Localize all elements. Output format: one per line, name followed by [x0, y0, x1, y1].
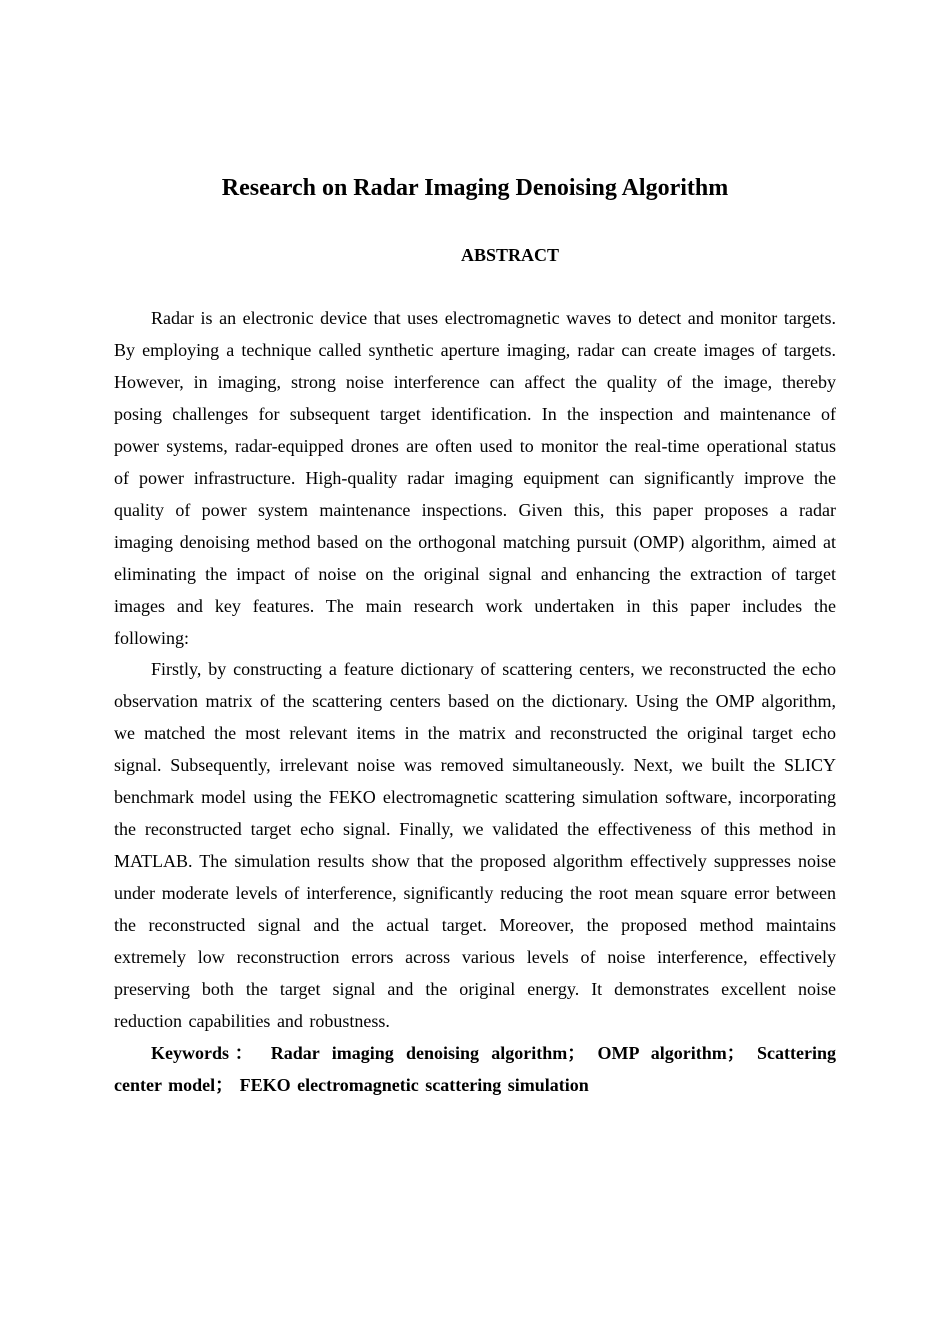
abstract-paragraph-2: Firstly, by constructing a feature dictionary of scattering centers, we reconstructed the echo observation matrix of the scattering centers based on the dictionary. Using the OMP algorithm, we matched the most relevant items in the matrix and reconstructed the original target echo signal. Subsequently, irrelevant noise was removed simultaneously. Next, we built the SLICY benchmark model using the FEKO electromagnetic scattering simulation software, incorporating the reconstructed target echo signal. Finally, we validated the effectiveness of this method in MATLAB. The simulation results show that the proposed algorithm effectively suppresses noise under moderate levels of interference, significantly reducing the root mean square error between the reconstructed signal and the actual target. Moreover, the proposed method maintains extremely low reconstruction errors across various levels of noise interference, effectively preserving both the target signal and the original energy. It demonstrates excellent noise reduction capabilities and robustness.	[114, 659, 836, 1031]
page-title: Research on Radar Imaging Denoising Algorithm	[221, 175, 729, 201]
abstract-paragraph-1: Radar is an electronic device that uses electromagnetic waves to detect and monitor targets. By employing a technique called synthetic aperture imaging, radar can create images of targets. However, in imaging, strong noise interference can affect the quality of the image, thereby posing challenges for subsequent target identification. In the inspection and maintenance of power systems, radar-equipped drones are often used to monitor the real-time operational status of power infrastructure. High-quality radar imaging equipment can significantly improve the quality of power system maintenance inspections. Given this, this paper proposes a radar imaging denoising method based on the orthogonal matching pursuit (OMP) algorithm, aimed at eliminating the impact of noise on the original signal and enhancing the extraction of target images and key features. The main research work undertaken in this paper includes the following:	[114, 308, 836, 648]
abstract-heading: ABSTRACT	[460, 245, 560, 265]
abstract-body	[114, 303, 836, 1102]
keywords-line: Keywords： Radar imaging denoising algorithm； OMP algorithm； Scattering center model； FEKO electromagnetic scattering simulation	[114, 1042, 836, 1095]
